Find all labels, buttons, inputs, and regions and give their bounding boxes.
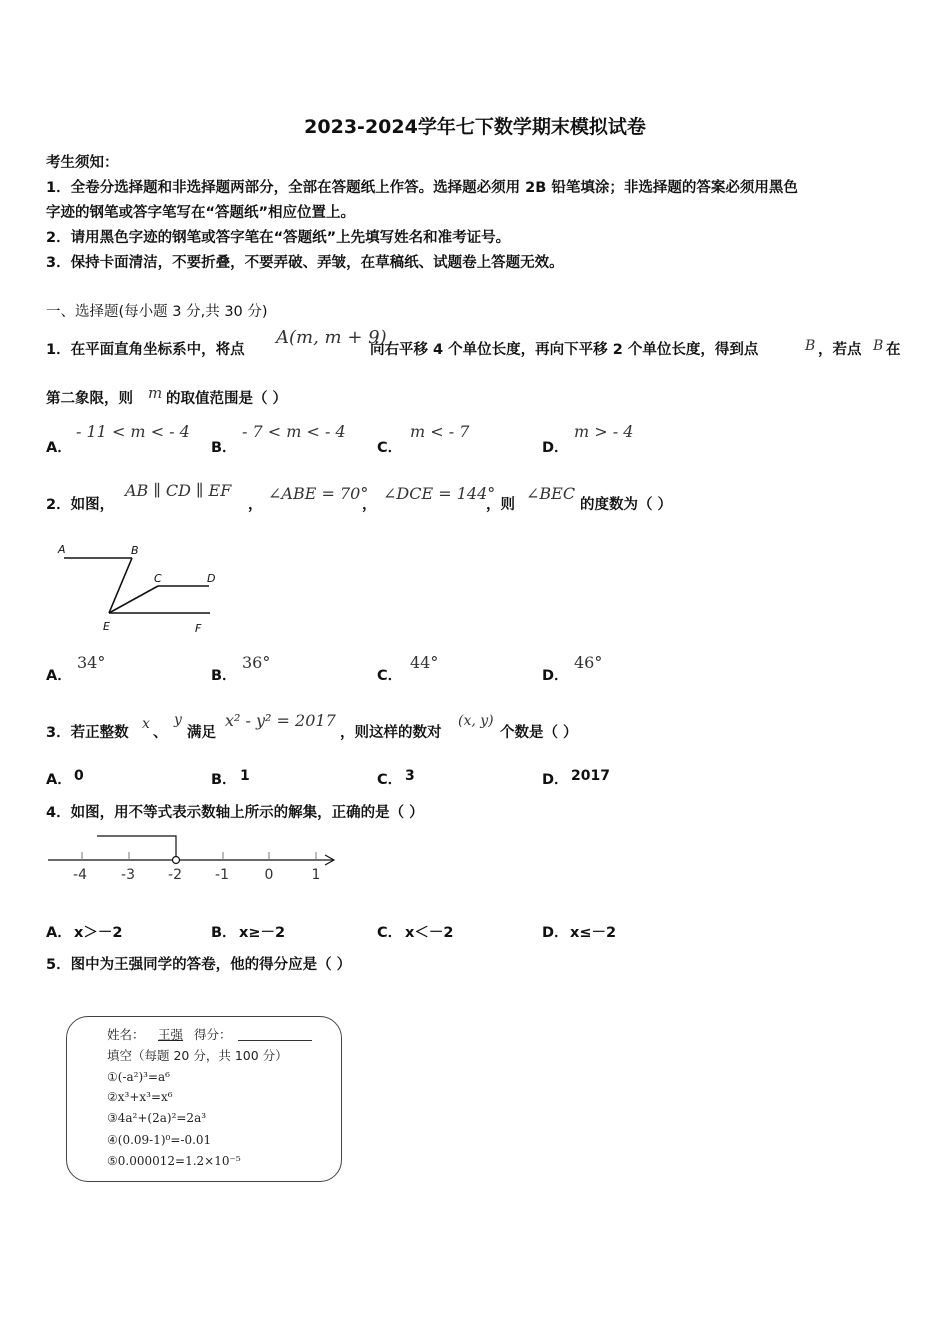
card-score-label: 得分： (194, 1027, 232, 1042)
card-name-label: 姓名： (107, 1027, 145, 1042)
q3-text-3: 满足 (187, 725, 216, 741)
solution-bracket (97, 836, 176, 857)
q2-option-c-label: C． (377, 668, 403, 684)
q1-text-1: 1．在平面直角坐标系中，将点 (46, 342, 245, 358)
card-student-name: 王强 (158, 1027, 184, 1042)
card-answer-3: ③4a²+(2a)²=2a³ (107, 1111, 207, 1125)
notice-line-1b: 字迹的钢笔或答字笔写在“答题纸”相应位置上。 (46, 205, 356, 221)
fig-label-c: C (154, 572, 162, 585)
card-fill-title: 填空（每题 20 分，共 100 分） (107, 1048, 288, 1063)
q2-angle-abe: ∠ABE = 70° (268, 484, 369, 503)
q3-pair: (x, y) (458, 713, 494, 729)
q1-point-a: A(m, m + 9) (276, 327, 387, 348)
fig-label-e: E (103, 620, 110, 633)
open-endpoint (173, 857, 180, 864)
q1-text-2: 向右平移 4 个单位长度，再向下平移 2 个单位长度，得到点 (370, 342, 759, 358)
q1-option-a-label: A． (46, 440, 72, 456)
q2-angle-dce: ∠DCE = 144° (383, 484, 496, 503)
tick-label: -3 (121, 867, 135, 883)
q4-option-c-label: C． (377, 925, 403, 941)
q4-option-a-label: A． (46, 925, 72, 941)
q2-text-3: 的度数为（ ） (580, 497, 673, 513)
q2-comma-2: ， (362, 497, 377, 513)
q4-option-b-value: x≥－2 (239, 925, 286, 941)
notice-line-2: 2．请用黑色字迹的钢笔或答字笔在“答题纸”上先填写姓名和准考证号。 (46, 230, 511, 246)
q1-point-b-2: B (873, 338, 884, 354)
card-answer-5: ⑤0.000012=1.2×10⁻⁵ (107, 1154, 241, 1168)
fig-label-b: B (131, 544, 139, 557)
q1-option-d-value: m > - 4 (574, 422, 634, 441)
fig-label-f: F (195, 622, 202, 635)
q3-option-c-label: C． (377, 772, 403, 788)
q1-option-b-value: - 7 < m < - 4 (242, 422, 346, 441)
q4-option-d-label: D． (542, 925, 569, 941)
q2-angle-bec: ∠BEC (526, 484, 576, 503)
q1-option-a-value: - 11 < m < - 4 (76, 422, 190, 441)
q3-option-d-label: D． (542, 772, 569, 788)
card-answer-2: ②x³+x³=x⁶ (107, 1090, 173, 1104)
q2-option-a-label: A． (46, 668, 72, 684)
q3-equation: x² - y² = 2017 (225, 711, 336, 730)
q4-option-b-label: B． (211, 925, 237, 941)
q1-var-m: m (148, 384, 163, 402)
q2-option-c-value: 44° (410, 653, 439, 672)
section-heading: 一、选择题(每小题 3 分,共 30 分) (46, 304, 268, 320)
q1-text-4: 在 (886, 342, 901, 358)
tick-label: -4 (73, 867, 87, 883)
q3-option-a-value: 0 (74, 768, 84, 784)
q1-option-b-label: B． (211, 440, 237, 456)
q1-option-d-label: D． (542, 440, 569, 456)
tick-label: -2 (168, 867, 182, 883)
q4-option-c-value: x＜－2 (405, 925, 454, 941)
notice-line-1a: 1．全卷分选择题和非选择题两部分，全部在答题纸上作答。选择题必须用 2B 铅笔填涂；非选择题的答案必须用黑色 (46, 180, 798, 196)
q4-option-a-value: x＞－2 (74, 925, 123, 941)
q3-var-y: y (174, 712, 182, 728)
card-answer-1: ①(-a²)³=a⁶ (107, 1070, 170, 1084)
q3-option-b-label: B． (211, 772, 237, 788)
q2-option-d-value: 46° (574, 653, 603, 672)
q4-option-d-value: x≤－2 (570, 925, 617, 941)
notice-heading: 考生须知： (46, 155, 119, 171)
q1-option-c-label: C． (377, 440, 403, 456)
tick-label: -1 (215, 867, 229, 883)
q2-parallel: AB ∥ CD ∥ EF (125, 481, 232, 500)
q3-option-b-value: 1 (240, 768, 250, 784)
card-score-blank (238, 1040, 312, 1041)
fig-label-d: D (207, 572, 216, 585)
q1-text-3: ，若点 (818, 342, 862, 358)
q5-text: 5．图中为王强同学的答卷，他的得分应是（ ） (46, 957, 352, 973)
q2-option-d-label: D． (542, 668, 569, 684)
q3-text-1: 3．若正整数 (46, 725, 129, 741)
fig-label-a: A (58, 543, 66, 556)
tick-label: 0 (264, 867, 274, 883)
page-title: 2023-2024学年七下数学期末模拟试卷 (304, 116, 646, 138)
tick-label: 1 (311, 867, 321, 883)
q2-text-1: 2．如图， (46, 497, 115, 513)
q2-text-2: ，则 (486, 497, 515, 513)
notice-line-3: 3．保持卡面清洁，不要折叠，不要弄破、弄皱，在草稿纸、试题卷上答题无效。 (46, 255, 564, 271)
q1-text-5: 第二象限，则 (46, 391, 133, 407)
q2-option-b-value: 36° (242, 653, 271, 672)
q2-comma-1: ， (248, 497, 263, 513)
q2-option-a-value: 34° (77, 653, 106, 672)
q1-text-6: 的取值范围是（ ） (166, 391, 288, 407)
q3-option-d-value: 2017 (571, 768, 610, 784)
q3-option-a-label: A． (46, 772, 72, 788)
q3-var-x: x (142, 716, 150, 732)
q1-point-b: B (805, 338, 816, 354)
q3-text-2: 、 (153, 725, 168, 741)
q3-text-4: ，则这样的数对 (340, 725, 442, 741)
q4-text: 4．如图，用不等式表示数轴上所示的解集，正确的是（ ） (46, 805, 424, 821)
q2-option-b-label: B． (211, 668, 237, 684)
card-answer-4: ④(0.09-1)⁰=-0.01 (107, 1133, 212, 1147)
q1-option-c-value: m < - 7 (410, 422, 470, 441)
q3-option-c-value: 3 (405, 768, 415, 784)
q3-text-5: 个数是（ ） (500, 725, 578, 741)
